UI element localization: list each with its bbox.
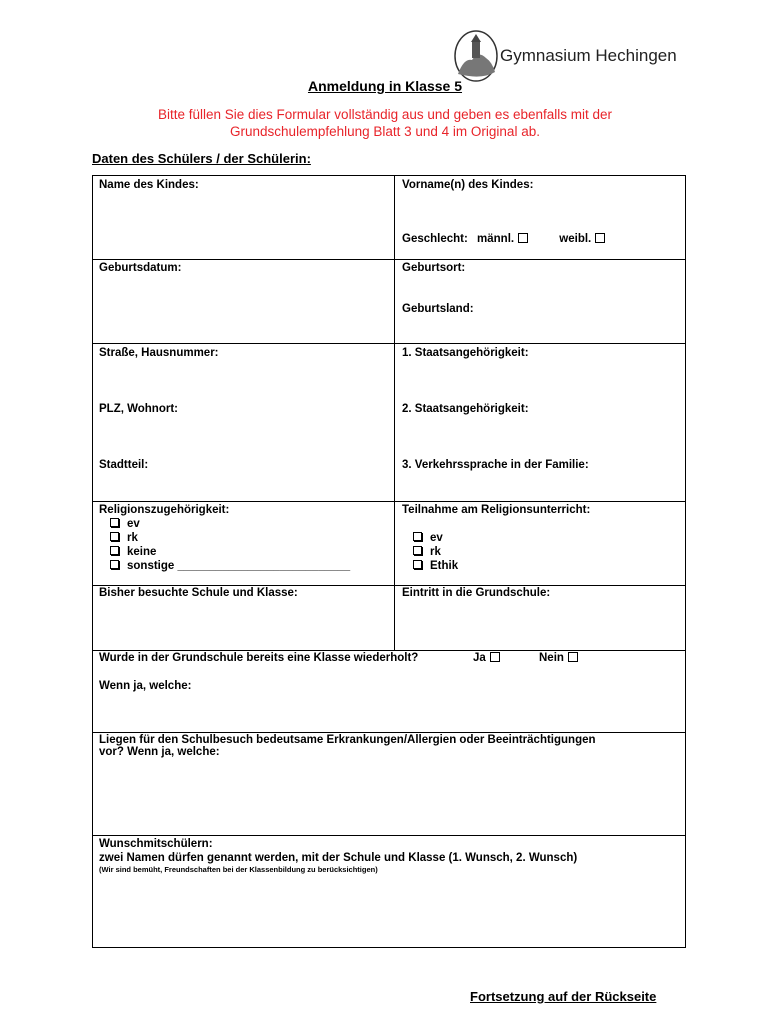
vorname-field[interactable]: Vorname(n) des Kindes: — [402, 179, 534, 191]
checkbox-icon[interactable] — [413, 532, 422, 541]
column-divider — [394, 176, 395, 650]
nein-option[interactable]: Nein — [539, 652, 578, 664]
nein-checkbox[interactable] — [568, 652, 578, 662]
name-field[interactable]: Name des Kindes: — [99, 179, 199, 191]
checkbox-icon[interactable] — [413, 560, 422, 569]
geburtsort-field[interactable]: Geburtsort: — [402, 262, 466, 274]
maennl-checkbox[interactable] — [518, 233, 528, 243]
plz-field[interactable]: PLZ, Wohnort: — [99, 403, 178, 415]
geburtsland-field[interactable]: Geburtsland: — [402, 303, 474, 315]
wenn-ja-field[interactable]: Wenn ja, welche: — [99, 680, 192, 692]
teilnahme-label: Teilnahme am Religionsunterricht: — [402, 504, 591, 516]
religion-label: Religionszugehörigkeit: — [99, 504, 230, 516]
checkbox-icon[interactable] — [110, 560, 119, 569]
weibl-label: weibl. — [559, 233, 592, 245]
checkbox-icon[interactable] — [110, 518, 119, 527]
section-title: Daten des Schülers / der Schülerin: — [92, 151, 311, 166]
weibl-checkbox[interactable] — [595, 233, 605, 243]
staatsangehoerigkeit-2-field[interactable]: 2. Staatsangehörigkeit: — [402, 403, 529, 415]
row-divider — [93, 835, 685, 836]
erkrankungen-field[interactable]: Liegen für den Schulbesuch bedeutsame Erkrankungen/Allergien oder Beeinträchtigungen vor? Wenn ja, welche: — [99, 734, 596, 758]
row-divider — [93, 732, 685, 733]
geschlecht-row — [402, 233, 605, 245]
religion-option-rk[interactable]: rk — [110, 532, 138, 544]
page-title: Anmeldung in Klasse 5 — [307, 78, 463, 94]
row-divider — [93, 585, 685, 586]
checkbox-icon[interactable] — [110, 546, 119, 555]
checkbox-icon[interactable] — [110, 532, 119, 541]
eintritt-grundschule-field[interactable]: Eintritt in die Grundschule: — [402, 587, 551, 599]
teilnahme-option-rk[interactable]: rk — [413, 546, 441, 558]
bisherige-schule-field[interactable]: Bisher besuchte Schule und Klasse: — [99, 587, 298, 599]
wunschmitschueler-field[interactable]: Wunschmitschülern: zwei Namen dürfen genannt werden, mit der Schule und Klasse (1. Wunsch, 2. Wunsch) (Wir sind bemüht, Freundschaften bei der Klassenbildung zu berücksichtigen) — [99, 838, 578, 874]
row-divider — [93, 259, 685, 260]
strasse-field[interactable]: Straße, Hausnummer: — [99, 347, 219, 359]
teilnahme-option-ev[interactable]: ev — [413, 532, 443, 544]
staatsangehoerigkeit-1-field[interactable]: 1. Staatsangehörigkeit: — [402, 347, 529, 359]
geburtsdatum-field[interactable]: Geburtsdatum: — [99, 262, 182, 274]
row-divider — [93, 343, 685, 344]
row-divider — [93, 650, 685, 651]
stadtteil-field[interactable]: Stadtteil: — [99, 459, 149, 471]
castle-hill-logo-icon — [452, 28, 500, 84]
ja-checkbox[interactable] — [490, 652, 500, 662]
geschlecht-label: Geschlecht: — [402, 233, 468, 245]
verkehrssprache-field[interactable]: 3. Verkehrssprache in der Familie: — [402, 459, 589, 471]
logo-text: Gymnasium Hechingen — [500, 46, 677, 65]
checkbox-icon[interactable] — [413, 546, 422, 555]
religion-option-ev[interactable]: ev — [110, 518, 140, 530]
continuation-note: Fortsetzung auf der Rückseite — [470, 989, 657, 1004]
row-divider — [93, 501, 685, 502]
religion-option-keine[interactable]: keine — [110, 546, 156, 558]
wiederholt-question: Wurde in der Grundschule bereits eine Klasse wiederholt? — [99, 652, 419, 664]
registration-form — [92, 175, 686, 948]
teilnahme-option-ethik[interactable]: Ethik — [413, 560, 458, 572]
maennl-label: männl. — [477, 233, 515, 245]
ja-option[interactable]: Ja — [473, 652, 500, 664]
intro-text: Bitte füllen Sie dies Formular vollständig aus und geben es ebenfalls mit der Grundschulempfehlung Blatt 3 und 4 im Original ab. — [157, 107, 612, 139]
religion-option-sonstige[interactable]: sonstige ___________________________ — [110, 560, 350, 572]
